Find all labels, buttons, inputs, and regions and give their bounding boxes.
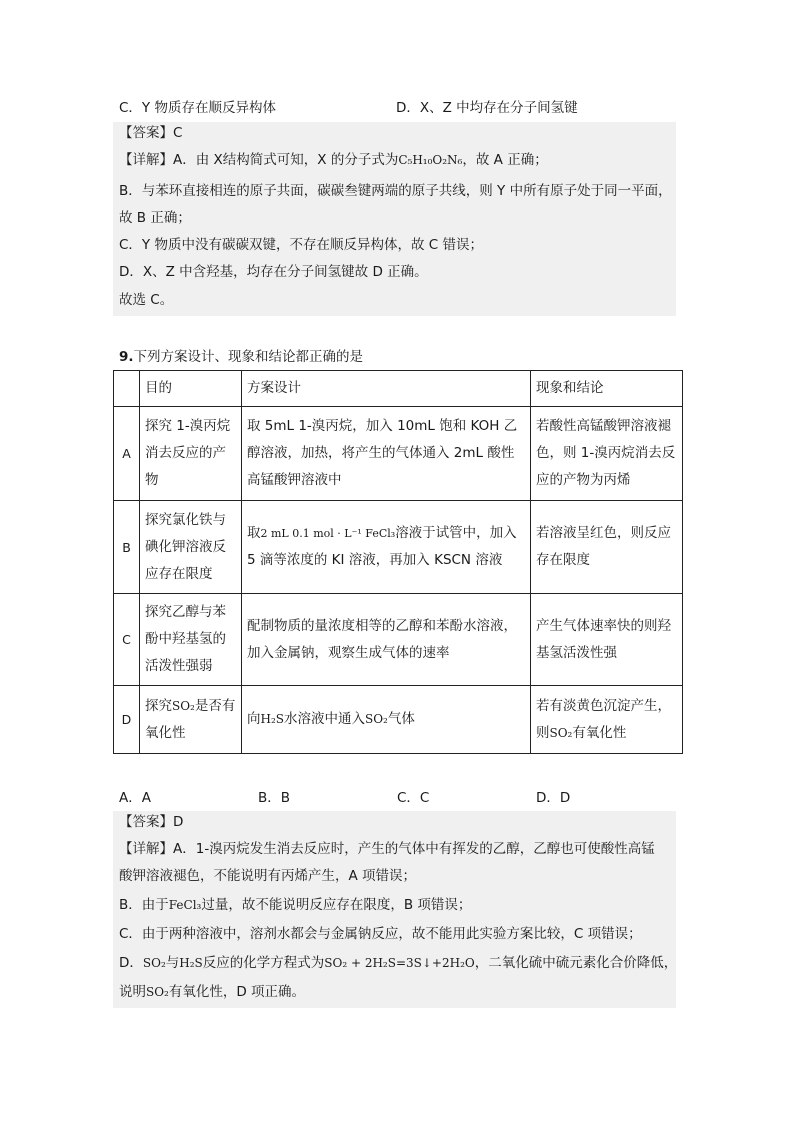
question-stem: 下列方案设计、现象和结论都正确的是 [133, 349, 364, 365]
row-design: 取 5mL 1-溴丙烷，加入 10mL 饱和 KOH 乙醇溶液，加热，将产生的气体通入 2mL 酸性高锰酸钾溶液中 [242, 407, 531, 501]
row-label: D [114, 686, 140, 754]
answer-detail-d2: 说明SO₂有氧化性，D 项正确。 [119, 984, 306, 1000]
header-purpose: 目的 [140, 371, 242, 407]
table-row [114, 407, 683, 501]
option-d: D．X、Z 中均存在分子间氢键 [396, 100, 578, 116]
question-number: 9. [119, 349, 134, 365]
formula-h2s: H₂S [260, 712, 284, 726]
previous-detail-c: C．Y 物质中没有碳碳双键，不存在顺反异构体，故 C 错误； [119, 237, 483, 253]
choice-c: C．C [397, 790, 430, 806]
header-design: 方案设计 [242, 371, 531, 407]
table-header-row [114, 371, 683, 407]
answer-label: 【答案】D [119, 814, 184, 830]
row-purpose: 探究 1-溴丙烷消去反应的产物 [140, 407, 242, 501]
experiment-table [113, 370, 683, 754]
row-result: 若有淡黄色沉淀产生，则SO₂有氧化性 [531, 686, 683, 754]
row-purpose: 探究SO₂是否有氧化性 [140, 686, 242, 754]
formula-so2: SO₂ [146, 985, 169, 999]
answer-detail-c: C．由于两种溶液中，溶剂水都会与金属钠反应，故不能用此实验方案比较，C 项错误； [119, 926, 642, 942]
table-row [114, 594, 683, 686]
reaction-equation: SO₂ + 2H₂S=3S↓+2H₂O [324, 956, 475, 970]
table-row [114, 501, 683, 594]
row-label: B [114, 501, 140, 594]
row-result: 若溶液呈红色，则反应存在限度 [531, 501, 683, 594]
formula-x: C₅H₁₀O₂N₆ [398, 153, 463, 167]
answer-choices [119, 786, 599, 806]
formula-so2: SO₂ [142, 956, 166, 970]
formula-so2: SO₂ [365, 712, 388, 726]
previous-detail-b1: B．与苯环直接相连的原子共面，碳碳叁键两端的原子共线，则 Y 中所有原子处于同一平面， [119, 183, 672, 199]
table-row [114, 686, 683, 754]
choice-b: B．B [258, 790, 291, 806]
row-label: C [114, 594, 140, 686]
header-blank [114, 371, 140, 407]
previous-detail-a: 【详解】A．由 X结构简式可知，X 的分子式为C₅H₁₀O₂N₆，故 A 正确； [119, 152, 548, 168]
formula-fecl3-conc: 2 mL 0.1 mol · L⁻¹ FeCl₃ [260, 527, 396, 540]
row-label: A [114, 407, 140, 501]
question-title [119, 345, 363, 365]
answer-detail-a1: 【详解】A．1-溴丙烷发生消去反应时，产生的气体中有挥发的乙醇，乙醇也可使酸性高锰 [119, 841, 655, 857]
choice-d: D．D [536, 790, 571, 806]
formula-h2s: H₂S [179, 956, 203, 970]
choice-a: A．A [119, 790, 151, 806]
option-c: C．Y 物质存在顺反异构体 [119, 100, 276, 116]
previous-answer-label: 【答案】C [119, 125, 183, 141]
row-design: 向H₂S水溶液中通入SO₂气体 [242, 686, 531, 754]
previous-options [119, 96, 679, 116]
answer-detail-a2: 酸钾溶液褪色，不能说明有丙烯产生，A 项错误； [119, 868, 417, 884]
previous-conclusion: 故选 C。 [119, 292, 174, 308]
previous-detail-d: D．X、Z 中含羟基，均存在分子间氢键故 D 正确。 [119, 264, 428, 280]
row-result: 若酸性高锰酸钾溶液褪色，则 1-溴丙烷消去反应的产物为丙烯 [531, 407, 683, 501]
row-purpose: 探究乙醇与苯酚中羟基氢的活泼性强弱 [140, 594, 242, 686]
header-result: 现象和结论 [531, 371, 683, 407]
row-design: 配制物质的量浓度相等的乙醇和苯酚水溶液，加入金属钠，观察生成气体的速率 [242, 594, 531, 686]
previous-detail-b2: 故 B 正确； [119, 210, 191, 226]
answer-detail-d1: D．SO₂与H₂S反应的化学方程式为SO₂ + 2H₂S=3S↓+2H₂O，二氧化硫中硫元素化合价降低， [119, 955, 678, 971]
formula-so2: SO₂ [549, 725, 573, 740]
row-purpose: 探究氯化铁与碘化钾溶液反应存在限度 [140, 501, 242, 594]
row-result: 产生气体速率快的则羟基氢活泼性强 [531, 594, 683, 686]
row-design: 取2 mL 0.1 mol · L⁻¹ FeCl₃溶液于试管中，加入 5 滴等浓度的 KI 溶液，再加入 KSCN 溶液 [242, 501, 531, 594]
answer-detail-b: B．由于FeCl₃过量，故不能说明反应存在限度，B 项错误； [119, 897, 472, 913]
formula-so2: SO₂ [172, 698, 195, 713]
formula-fecl3: FeCl₃ [168, 898, 202, 912]
